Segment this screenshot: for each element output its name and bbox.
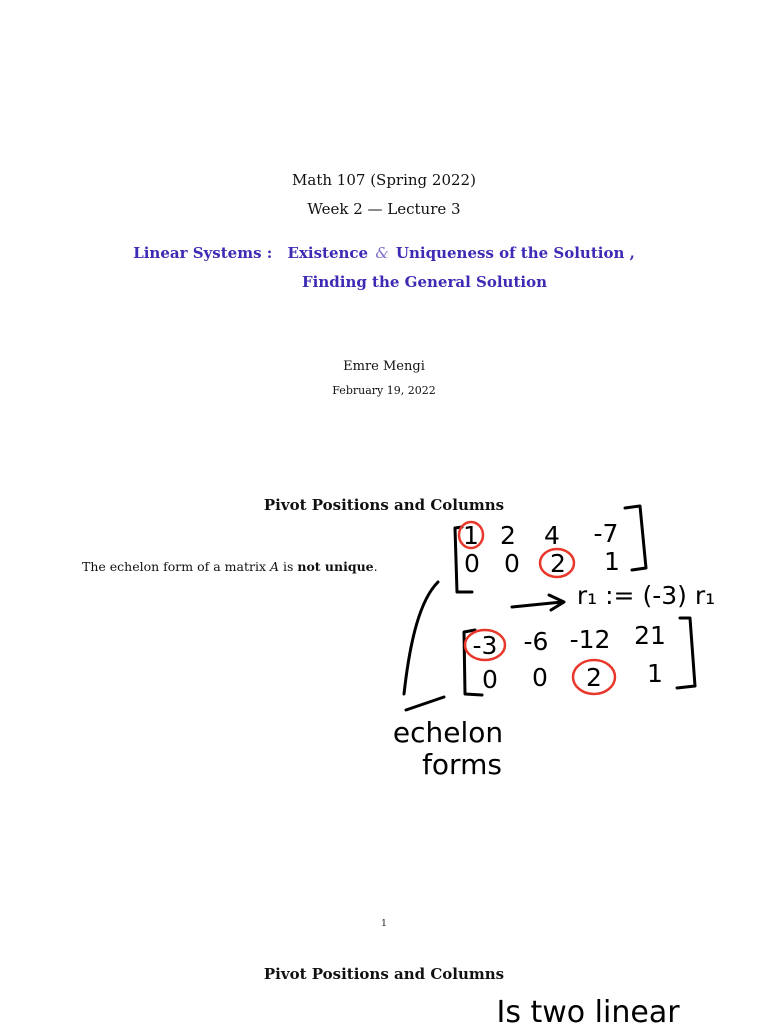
author-name: Emre Mengi	[343, 359, 425, 374]
echelon-brace	[404, 582, 438, 694]
body-text-bold: not unique	[297, 559, 374, 574]
m1-r1-c3: 4	[544, 521, 560, 550]
m2-r2-c1: 0	[482, 665, 498, 694]
title-part-linear-systems: Linear Systems :	[133, 244, 273, 262]
m2-r2-c3: 2	[586, 663, 602, 692]
annotation-echelon: echelon	[392, 716, 504, 749]
course-title: Math 107 (Spring 2022)	[292, 171, 476, 189]
body-text-end: .	[373, 559, 378, 574]
m1-r1-c4: -7	[593, 519, 619, 548]
slide2-heading: Pivot Positions and Columns	[263, 965, 505, 983]
lecture-title-line2: Finding the General Solution	[302, 273, 547, 291]
m2-r1-c4: 21	[634, 621, 666, 650]
operation-arrow	[512, 595, 564, 610]
m1-r2-c2: 0	[504, 549, 520, 578]
slide2-handwriting: Is two linear	[496, 995, 680, 1024]
body-text-part1: The echelon form of a matrix	[82, 559, 270, 574]
matrix1-right-bracket	[625, 506, 646, 570]
m1-r2-c1: 0	[464, 549, 480, 578]
brace-pointer	[406, 697, 444, 710]
matrix2-right-bracket	[677, 618, 695, 688]
page-number: 1	[381, 919, 387, 929]
title-part-existence: Existence	[287, 244, 369, 262]
m2-r1-c3: -12	[569, 625, 611, 654]
title-ampersand: &	[375, 244, 389, 262]
m2-r2-c2: 0	[532, 663, 548, 692]
m2-r2-c4: 1	[647, 659, 663, 688]
annotation-forms: forms	[422, 748, 502, 781]
matrix-variable: A	[269, 559, 280, 574]
m1-r1-c2: 2	[500, 521, 516, 550]
m2-r1-c1: -3	[472, 631, 498, 660]
lecture-number: Week 2 — Lecture 3	[307, 200, 461, 218]
title-part-uniqueness: Uniqueness of the Solution ,	[395, 244, 635, 262]
body-text-part2: is	[279, 559, 298, 574]
row-operation: r₁ := (-3) r₁	[576, 581, 716, 610]
lecture-date: February 19, 2022	[332, 384, 436, 397]
m1-r2-c3: 2	[550, 549, 566, 578]
slide1-heading: Pivot Positions and Columns	[263, 496, 505, 514]
m1-r1-c1: 1	[463, 521, 479, 550]
m2-r1-c2: -6	[523, 627, 549, 656]
m1-r2-c4: 1	[604, 547, 620, 576]
